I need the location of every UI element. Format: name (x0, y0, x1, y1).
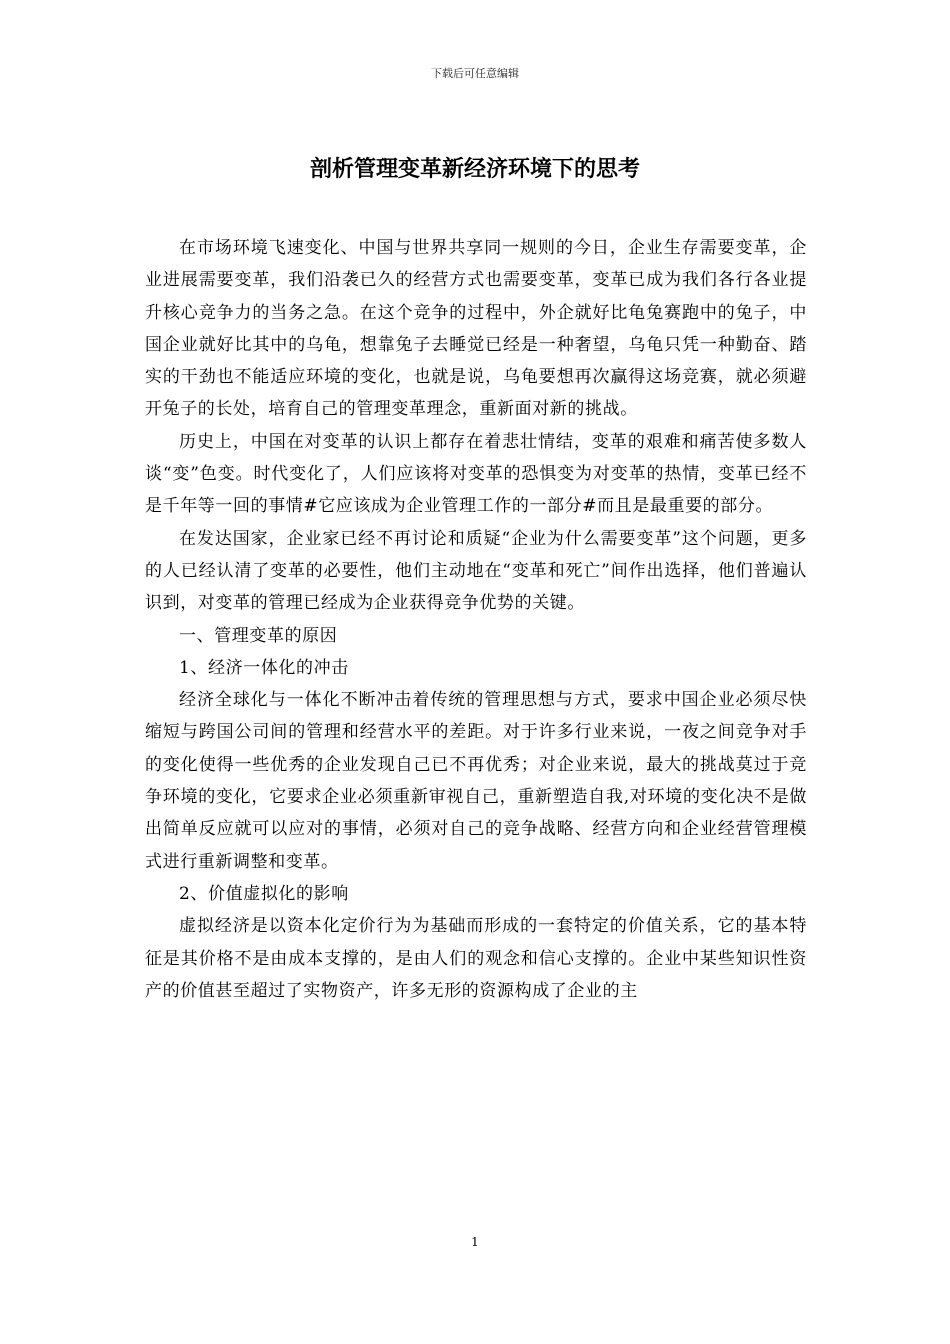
paragraph-5: 虚拟经济是以资本化定价行为为基础而形成的一套特定的价值关系，它的基本特征是其价格不是由成本支撑的，是由人们的观念和信心支撑的。企业中某些知识性资产的价值甚至超过了实物资产，许多无形的资源构成了企业的主 (145, 916, 807, 1001)
paragraph-1: 在市场环境飞速变化、中国与世界共享同一规则的今日，企业生存需要变革，企业进展需要变革，我们沿袭已久的经营方式也需要变革，变革已成为我们各行各业提升核心竞争力的当务之急。在这个竞争的过程中，外企就好比龟兔赛跑中的兔子，中国企业就好比其中的乌龟，想靠兔子去睡觉已经是一种奢望，乌龟只凭一种勤奋、踏实的干劲也不能适应环境的变化，也就是说，乌龟要想再次赢得这场竞赛，就必须避开兔子的长处，培育自己的管理变革理念，重新面对新的挑战。 (145, 238, 807, 420)
subsection-heading-1: 1、经济一体化的冲击 (179, 657, 349, 678)
paragraph-4: 经济全球化与一体化不断冲击着传统的管理思想与方式，要求中国企业必须尽快缩短与跨国公司间的管理和经营水平的差距。对于许多行业来说，一夜之间竞争对手的变化使得一些优秀的企业发现自己已不再优秀；对企业来说，最大的挑战莫过于竞争环境的变化，它要求企业必须重新审视自己，重新塑造自我,对环境的变化决不是做出简单反应就可以应对的事情，必须对自己的竞争战略、经营方向和企业经营管理模式进行重新调整和变革。 (145, 690, 807, 872)
section-heading-1: 一、管理变革的原因 (179, 625, 338, 646)
paragraph-3: 在发达国家，企业家已经不再讨论和质疑“企业为什么需要变革”这个问题，更多的人已经认清了变革的必要性，他们主动地在“变革和死亡”间作出选择，他们普遍认识到，对变革的管理已经成为企业获得竞争优势的关键。 (145, 528, 807, 614)
document-title: 剖析管理变革新经济环境下的思考 (309, 157, 640, 182)
subsection-heading-2: 2、价值虚拟化的影响 (179, 883, 349, 904)
document-body (145, 232, 807, 1007)
page-number: 1 (471, 1235, 479, 1249)
header-note: 下载后可任意编辑 (431, 67, 519, 80)
paragraph-2: 历史上，中国在对变革的认识上都存在着悲壮情结，变革的艰难和痛苦使多数人谈“变”色变。时代变化了，人们应该将对变革的恐惧变为对变革的热情，变革已经不是千年等一回的事情#它应该成为企业管理工作的一部分#而且是最重要的部分。 (145, 431, 807, 517)
